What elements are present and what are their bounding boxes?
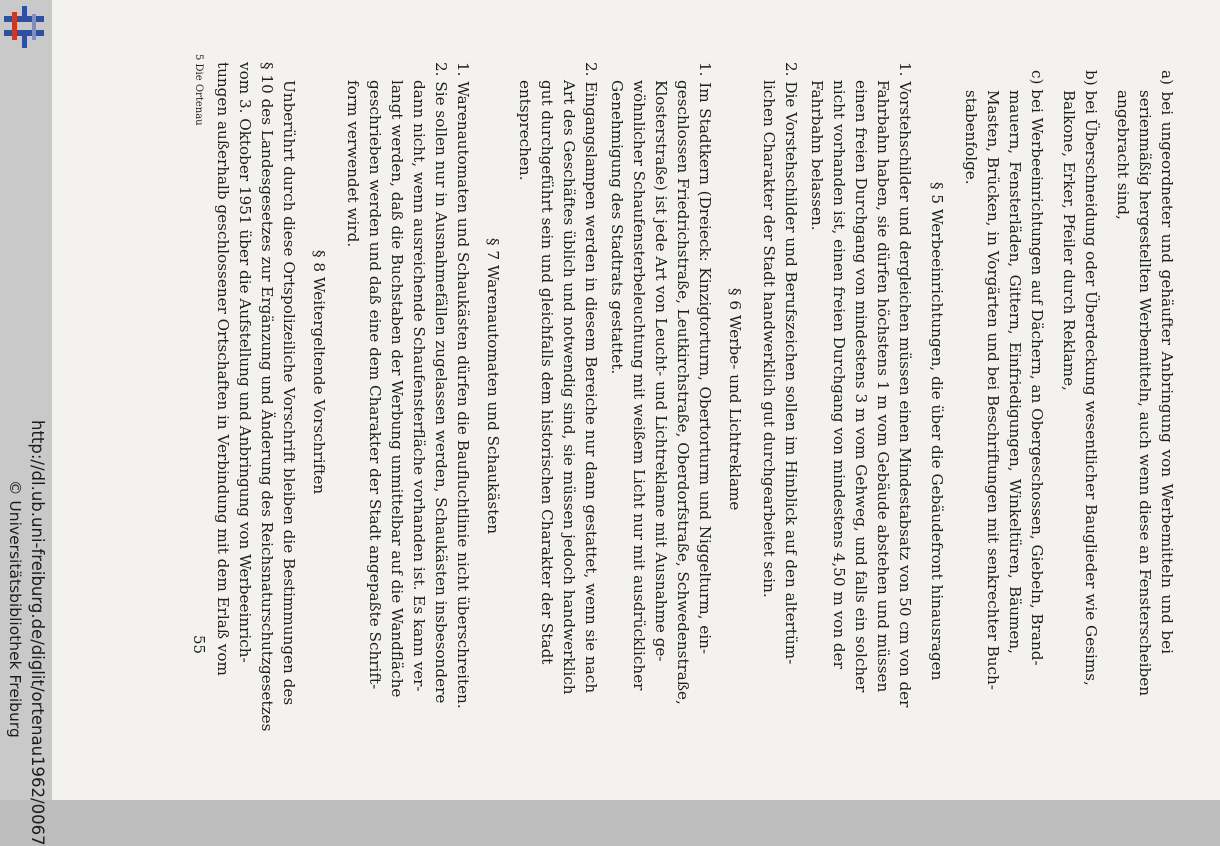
text-line: Balkone, Erker, Pfeiler durch Reklame,	[1060, 90, 1078, 391]
text-line: 1. Vorstehschilder und dergleichen müssen einen Mindestabsatz von 50 cm von der	[896, 62, 914, 708]
text-line: 2. Sie sollen nur in Ausnahmefällen zugelassen werden, Schaukästen insbesondere	[432, 62, 450, 704]
text-line: a) bei ungeordneter und gehäufter Anbringung von Werbemitteln und bei	[1158, 70, 1176, 654]
text-line: langt werden, daß die Buchstaben der Werbung unmittelbar auf die Wandfläche	[388, 80, 406, 698]
text-line: 2. Die Vorstehschilder und Berufszeichen sollen im Hinblick auf den altertüm-	[782, 62, 800, 665]
text-line: einen freien Durchgang von mindestens 3 m vom Gehweg, und falls ein solcher	[852, 80, 870, 693]
university-library-logo-icon	[4, 6, 44, 48]
text-line: mauern, Fensterläden, Gittern, Einfriedigungen, Winkeltüren, Bäumen,	[1006, 90, 1024, 654]
document-url[interactable]: http://dl.ub.uni-freiburg.de/diglit/ortenau1962/0067	[28, 420, 47, 846]
text-line: vom 3. Oktober 1951 über die Aufstellung und Anbringung von Werbeeinrich-	[236, 62, 254, 663]
section-heading: § 8 Weitergeltende Vorschriften	[310, 250, 328, 495]
text-line: Genehmigung des Stadtrats gestattet.	[608, 80, 626, 375]
text-line: tungen außerhalb geschlossener Ortschaften in Verbindung mit dem Erlaß vom	[214, 62, 232, 676]
copyright-notice: © Universitätsbibliothek Freiburg	[6, 480, 24, 738]
section-heading: § 6 Werbe- und Lichtreklame	[726, 288, 744, 511]
text-line: 2. Eingangslampen werden in diesem Bereiche nur dann gestattet, wenn sie nach	[582, 62, 600, 694]
text-line: form verwendet wird.	[344, 80, 362, 248]
text-line: 1. Warenautomaten und Schaukästen dürfen die Baufluchtlinie nicht überschreiten.	[454, 62, 472, 709]
text-line: b) bei Überschneidung oder Überdeckung wesentlicher Bauglieder wie Gesims,	[1082, 70, 1100, 686]
text-line: Fahrbahn belassen.	[808, 80, 826, 231]
text-line: stabenfolge.	[962, 90, 980, 185]
text-line: § 10 des Landesgesetzes zur Ergänzung und Änderung des Reichsnaturschutzgesetzes	[258, 62, 276, 732]
footnote: 5 Die Ortenau	[193, 54, 204, 126]
viewer-sidebar	[0, 0, 52, 846]
text-line: dann nicht, wenn ausreichende Schaufensterfläche vorhanden ist. Es kann ver-	[410, 80, 428, 692]
text-line: gut durchgeführt sein und gleichfalls dem historischen Charakter der Stadt	[538, 80, 556, 665]
scanned-page	[52, 0, 1220, 800]
text-line: nicht vorhanden ist, einen freien Durchgang von mindestens 4,50 m von der	[830, 80, 848, 669]
text-line: geschlossen Friedrichstraße, Leutkirchstraße, Oberdorfstraße, Schwedenstraße,	[674, 80, 692, 705]
text-line: geschrieben werden und daß eine dem Charakter der Stadt angepaßte Schrift-	[366, 80, 384, 690]
text-line: 1. Im Stadtkern (Dreieck: Kinzigtorturm, Obertorturm und Niggelturm, ein-	[696, 62, 714, 654]
text-line: c) bei Werbeeinrichtungen auf Dächern, an Obergeschossen, Giebeln, Brand-	[1028, 70, 1046, 666]
text-line: Unberührt durch diese Ortspolizeiliche Vorschrift bleiben die Bestimmungen des	[280, 80, 298, 706]
text-line: Klosterstraße) ist jede Art von Leucht- und Lichtreklame mit Ausnahme ge-	[652, 80, 670, 662]
section-heading: § 5 Werbeeinrichtungen, die über die Gebäudefront hinausragen	[928, 182, 946, 681]
text-line: entsprechen.	[516, 80, 534, 181]
text-line: lichen Charakter der Stadt handwerklich gut durchgearbeitet sein.	[760, 80, 778, 598]
section-heading: § 7 Warenautomaten und Schaukästen	[484, 238, 502, 535]
text-line: wöhnlicher Schaufensterbeleuchtung mit weißem Licht nur mit ausdrücklicher	[630, 80, 648, 691]
text-line: angebracht sind,	[1114, 90, 1132, 220]
text-line: Art des Geschäftes üblich und notwendig sind, sie müssen jedoch handwerklich	[560, 80, 578, 695]
text-line: serienmäßig hergestellten Werbemitteln, auch wenn diese an Fensterscheiben	[1136, 90, 1154, 697]
page-number: 55	[190, 635, 208, 655]
text-line: Masten, Brücken, in Vorgärten und bei Beschriftungen mit senkrechter Buch-	[984, 90, 1002, 690]
page-text-block	[52, 0, 1220, 800]
text-line: Fahrbahn haben, sie dürfen höchstens 1 m vom Gebäude abstehen und müssen	[874, 80, 892, 693]
